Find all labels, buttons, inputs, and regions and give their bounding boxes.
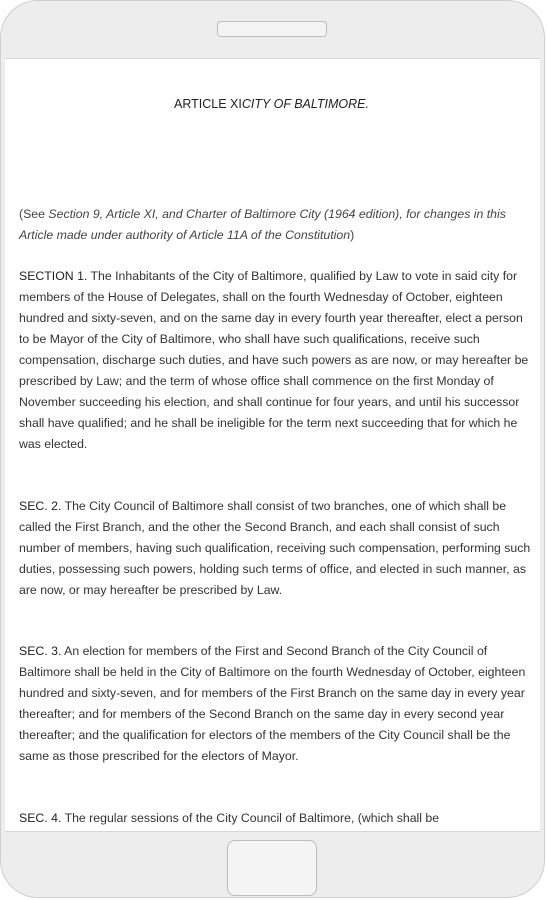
speaker-slot: [217, 21, 327, 37]
section-label: SEC. 4.: [19, 811, 62, 825]
section-4: [19, 808, 531, 829]
note-italic: Section 9, Article XI, and Charter of Baltimore City (1964 edition), for changes in this Article made under authority of Article 11A of the Constitution: [19, 207, 506, 242]
section-2: [19, 496, 531, 601]
page-title: [19, 94, 524, 115]
editorial-note: [19, 204, 519, 246]
section-label: SECTION 1.: [19, 269, 88, 283]
note-open: (See: [19, 207, 49, 221]
section-text: An election for members of the First and Second Branch of the City Council of Baltimore shall be held in the City of Baltimore on the fourth Wednesday of October, eighteen hundred and sixty-seven, and for members of the First Branch on the same day in every year thereafter; and for members of the Second Branch on the same day in every second year thereafter; and the qualification for electors of the members of the City Council shall be the same as those prescribed for the electors of Mayor.: [19, 644, 526, 763]
section-3: [19, 641, 531, 767]
title-plain: ARTICLE XI: [174, 97, 242, 111]
section-text: The City Council of Baltimore shall consist of two branches, one of which shall be called the First Branch, and the other the Second Branch, and each shall consist of such number of members, having such qualification, receiving such compensation, performing such duties, possessing such powers, holding such terms of office, and elected in such manner, as are now, or may hereafter be prescribed by Law.: [19, 499, 531, 597]
title-italic: CITY OF BALTIMORE.: [241, 97, 369, 111]
screen[interactable]: [5, 58, 540, 832]
section-text: The regular sessions of the City Council of Baltimore, (which shall be: [61, 811, 440, 825]
home-button[interactable]: [227, 840, 317, 896]
section-text: The Inhabitants of the City of Baltimore, qualified by Law to vote in said city for members of the House of Delegates, shall on the fourth Wednesday of October, eighteen hundred and sixty-seven, and on the same day in every fourth year thereafter, elect a person to be Mayor of the City of Baltimore, who shall have such qualifications, receive such compensation, discharge such duties, and have such powers as are now, or may hereafter be prescribed by Law; and the term of whose office shall commence on the first Monday of November succeeding his election, and shall continue for four years, and until his successor shall have qualified; and he shall be ineligible for the term next succeeding that for which he was elected.: [19, 269, 529, 451]
note-close: ): [350, 228, 355, 242]
section-label: SEC. 3.: [19, 644, 62, 658]
section-1: [19, 266, 531, 455]
section-label: SEC. 2.: [19, 499, 62, 513]
